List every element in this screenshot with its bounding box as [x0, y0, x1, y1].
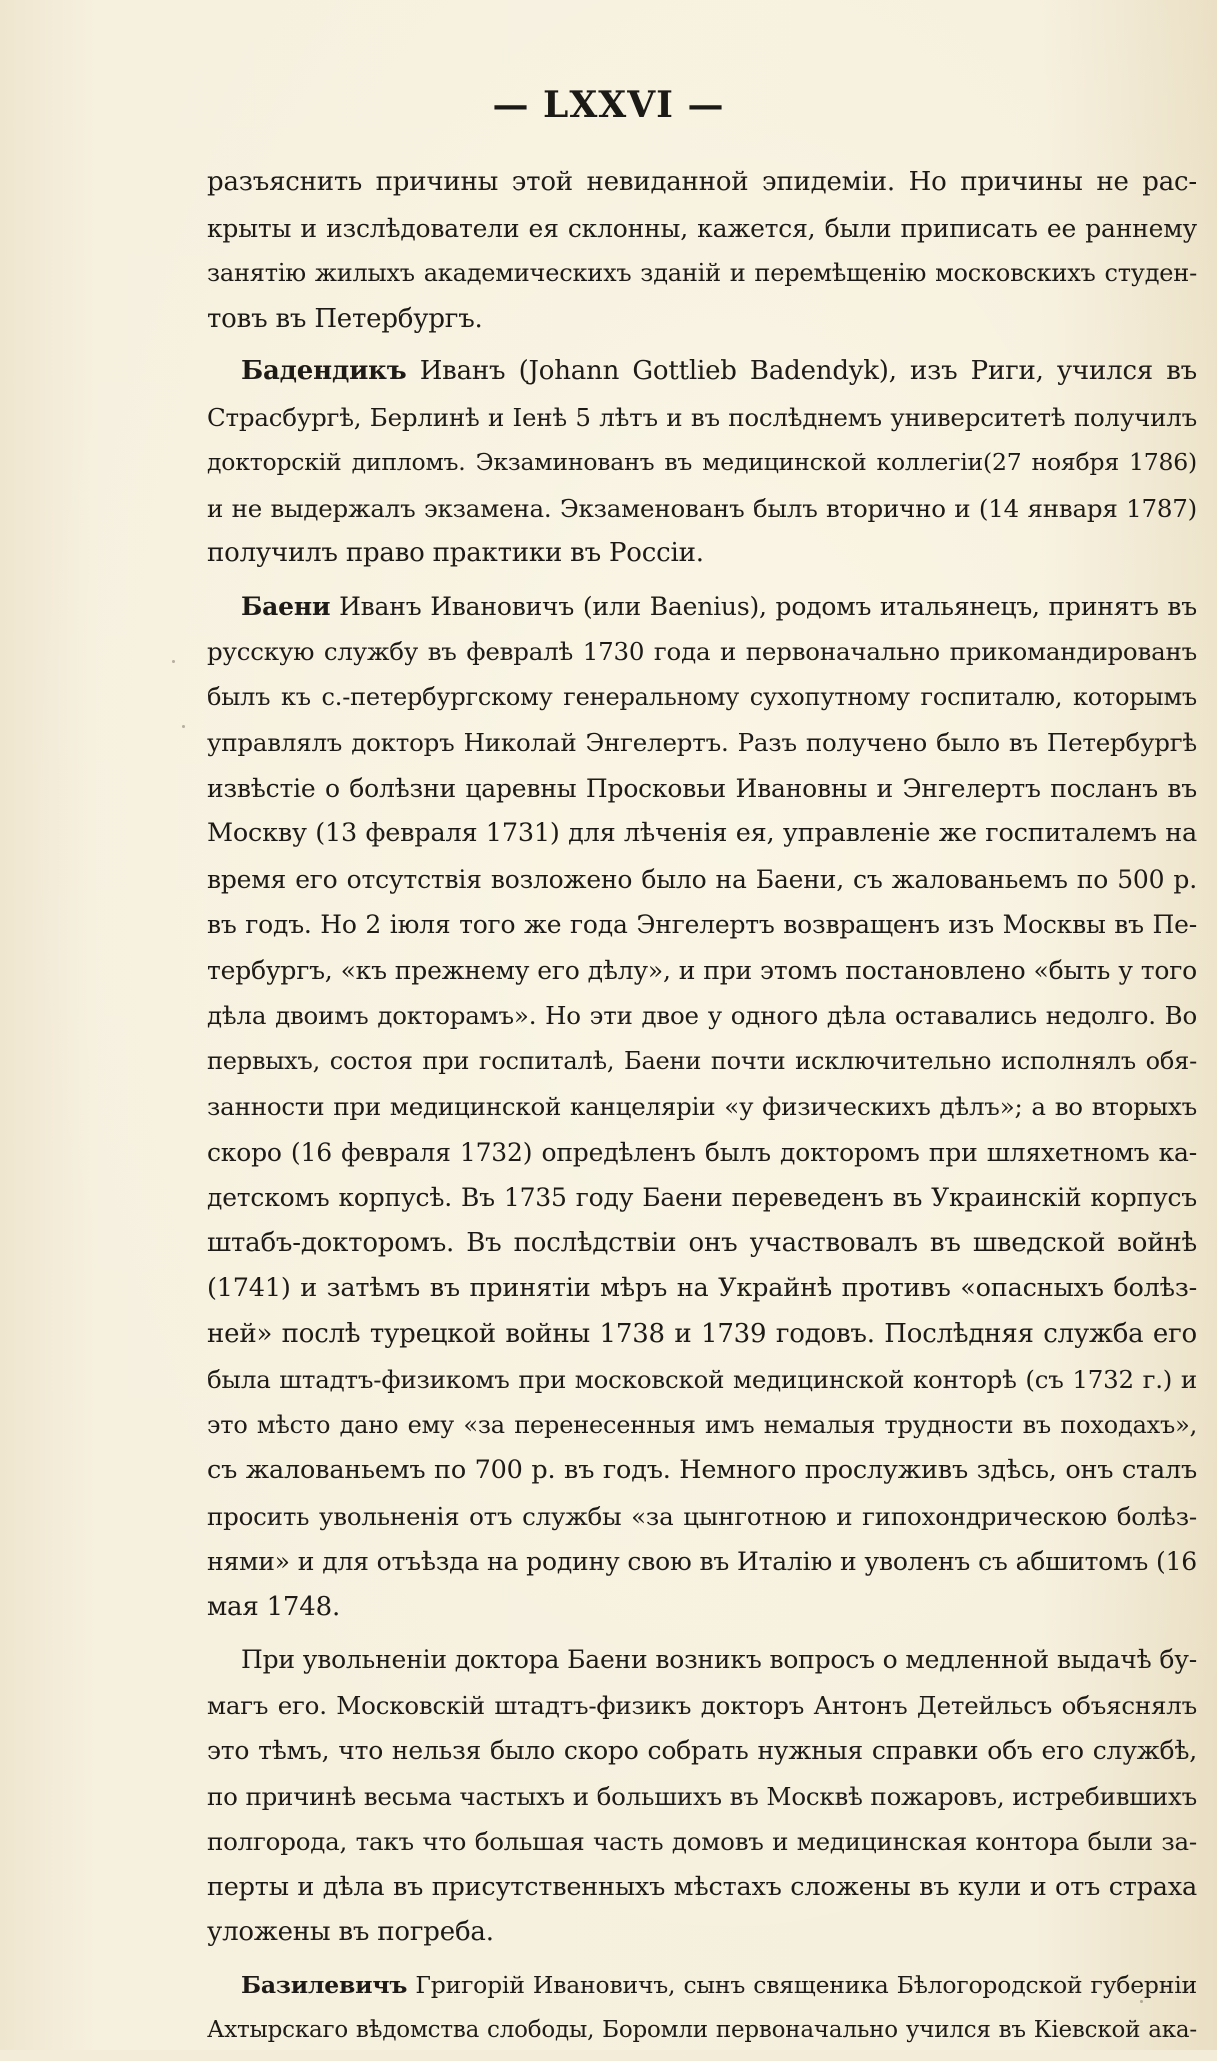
page-number-header: — LXXVI — [492, 84, 725, 126]
text-line: Москву (13 февраля 1731) для лѣченія ея, управленіе же госпиталемъ на [207, 818, 1197, 848]
text-line: первыхъ, состоя при госпиталѣ, Баени почти исключительно исполнялъ обя- [207, 1046, 1197, 1075]
entry-first-line-text: Иванъ Ивановичъ (или Baenius), родомъ итальянецъ, принятъ въ [330, 591, 1197, 621]
text-line: уложены въ погреба. [207, 1917, 494, 1947]
entry-bazilevich [207, 1963, 1197, 2054]
entry-first-line [207, 1963, 1197, 2009]
text-line: При увольненіи доктора Баени возникъ вопросъ о медленной выдачѣ бу- [241, 1645, 1197, 1674]
entry-first-line-text: Григорій Ивановичъ, сынъ священика Бѣлогородской губерніи [407, 1970, 1197, 1999]
text-line: русскую службу въ февралѣ 1730 года и первоначально прикомандированъ [207, 637, 1197, 666]
text-line: и не выдержалъ экзамена. Экзаменованъ былъ вторично и (14 января 1787) [207, 493, 1197, 523]
text-line: въ годъ. Но 2 іюля того же года Энгелертъ возвращенъ изъ Москвы въ Пе- [207, 910, 1197, 939]
paragraph-dismissal [207, 1637, 1197, 1956]
text-line: детскомъ корпусѣ. Въ 1735 году Баени переведенъ въ Украинскій корпусъ [207, 1183, 1197, 1212]
text-line: разъяснить причины этой невиданной эпидеміи. Но причины не рас- [207, 167, 1197, 197]
text-line: это тѣмъ, что нельзя было скоро собрать нужныя справки объ его службѣ, [207, 1736, 1197, 1765]
text-line: тербургъ, «къ прежнему его дѣлу», и при этомъ постановлено «быть у того [207, 955, 1197, 985]
text-line: по причинѣ весьма частыхъ и большихъ въ Москвѣ пожаровъ, истребившихъ [207, 1781, 1197, 1811]
entry-first-line [207, 584, 1197, 630]
entry-first-line-text: Иванъ (Johann Gottlieb Badendyk), изъ Риги, учился въ [406, 356, 1197, 386]
entry-baeni [207, 584, 1197, 1631]
text-line: была штадтъ-физикомъ при московской медицинской конторѣ (съ 1732 г.) и [207, 1365, 1197, 1394]
text-line: мая 1748. [207, 1591, 341, 1622]
entry-name: Баени [241, 591, 331, 621]
scan-speck [182, 725, 185, 728]
text-line: крыты и изслѣдователи ея склонны, кажется, были приписать ее раннему [207, 213, 1197, 243]
text-line: время его отсутствія возложено было на Баени, съ жалованьемъ по 500 р. [207, 864, 1197, 894]
text-line: занности при медицинской канцеляріи «у физическихъ дѣлъ»; а во вторыхъ [207, 1092, 1197, 1121]
text-line: докторскій дипломъ. Экзаминованъ въ медицинской коллегіи(27 ноября 1786) [207, 448, 1197, 476]
entry-badendyk [207, 349, 1197, 577]
paragraph-continuation [207, 160, 1197, 342]
text-line: товъ въ Петербургъ. [207, 303, 483, 334]
text-line: штабъ-докторомъ. Въ послѣдствіи онъ участвовалъ въ шведской войнѣ [207, 1227, 1197, 1258]
scan-speck [1140, 2000, 1143, 2003]
text-line: магъ его. Московскій штадтъ-физикъ докторъ Антонъ Детейльсъ объяснялъ [207, 1690, 1197, 1720]
text-line: это мѣсто дано ему «за перенесенныя имъ немалыя трудности въ походахъ», [207, 1410, 1197, 1439]
entry-first-line [207, 349, 1197, 395]
text-line: перты и дѣла въ присутственныхъ мѣстахъ сложены въ кули и отъ страха [207, 1871, 1197, 1902]
text-line: ней» послѣ турецкой войны 1738 и 1739 годовъ. Послѣдняя служба его [207, 1318, 1197, 1349]
text-line: былъ къ с.-петербургскому генеральному сухопутному госпиталю, которымъ [207, 682, 1197, 711]
body-text [207, 160, 1197, 2061]
text-line: съ жалованьемъ по 700 р. въ годъ. Немного прослуживъ здѣсь, онъ сталъ [207, 1455, 1197, 1485]
text-line: полгорода, такъ что большая часть домовъ и медицинская контора были за- [207, 1827, 1197, 1856]
entry-name: Базилевичъ [241, 1970, 408, 1999]
text-line: Страсбургѣ, Берлинѣ и Іенѣ 5 лѣтъ и въ послѣднемъ университетѣ получилъ [207, 402, 1197, 432]
text-line: извѣстіе о болѣзни царевны Просковьи Ивановны и Энгелертъ посланъ въ [207, 773, 1197, 803]
entry-name: Бадендикъ [241, 356, 407, 386]
text-line: управлялъ докторъ Николай Энгелертъ. Разъ получено было въ Петербургѣ [207, 728, 1197, 757]
text-line: нями» и для отъѣзда на родину свою въ Италію и уволенъ съ абшитомъ (16 [207, 1547, 1197, 1576]
text-line: дѣла двоимъ докторамъ». Но эти двое у одного дѣла оставались недолго. Во [207, 1001, 1197, 1030]
text-line: (1741) и затѣмъ въ принятіи мѣръ на Украйнѣ противъ «опасныхъ болѣз- [207, 1273, 1197, 1303]
scan-speck [172, 660, 175, 663]
text-line: получилъ право практики въ Россіи. [207, 538, 704, 568]
text-line: просить увольненія отъ службы «за цынготною и гипохондрическою болѣз- [207, 1501, 1197, 1531]
text-line: скоро (16 февраля 1732) опредѣленъ былъ докторомъ при шляхетномъ ка- [207, 1137, 1197, 1167]
text-line: Ахтырскаго вѣдомства слободы, Боромли первоначально учился въ Кіевской ака- [207, 2017, 1197, 2043]
text-line: занятію жилыхъ академическихъ зданій и перемѣщенію московскихъ студен- [207, 259, 1197, 287]
